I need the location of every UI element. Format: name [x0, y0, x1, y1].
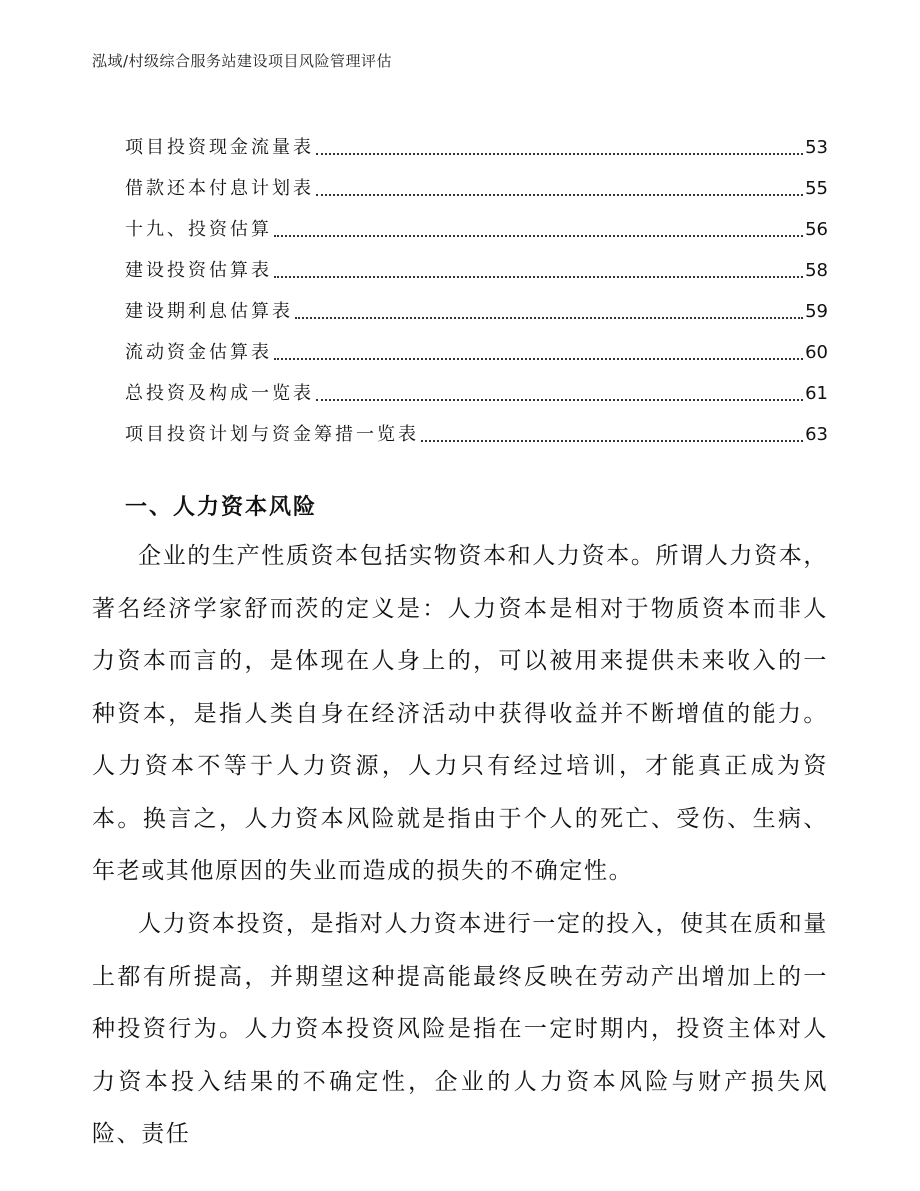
toc-entry-page: 58: [805, 260, 828, 281]
toc-entry-title: 项目投资现金流量表: [125, 137, 314, 158]
toc-entry-page: 63: [805, 424, 828, 445]
toc-leader-dots: [295, 317, 803, 319]
toc-entry[interactable]: [125, 367, 828, 408]
toc-entry-title: 流动资金估算表: [125, 342, 272, 363]
toc-entry[interactable]: [125, 408, 828, 449]
table-of-contents: [125, 121, 828, 449]
toc-entry[interactable]: [125, 285, 828, 326]
toc-leader-dots: [316, 153, 803, 155]
toc-entry-page: 53: [805, 137, 828, 158]
document-header: 泓域/村级综合服务站建设项目风险管理评估: [92, 52, 393, 70]
toc-entry-title: 建设期利息估算表: [125, 301, 293, 322]
toc-entry-page: 60: [805, 342, 828, 363]
toc-entry[interactable]: [125, 244, 828, 285]
toc-leader-dots: [274, 358, 803, 360]
toc-leader-dots: [274, 276, 803, 278]
toc-entry-title: 借款还本付息计划表: [125, 178, 314, 199]
toc-entry-page: 56: [805, 219, 828, 240]
toc-entry-title: 建设投资估算表: [125, 260, 272, 281]
toc-leader-dots: [274, 235, 803, 237]
toc-entry-page: 55: [805, 178, 828, 199]
toc-entry-title: 十九、投资估算: [125, 219, 272, 240]
section-heading: 一、人力资本风险: [125, 495, 318, 520]
toc-entry[interactable]: [125, 121, 828, 162]
toc-entry[interactable]: [125, 326, 828, 367]
toc-entry[interactable]: [125, 162, 828, 203]
body-paragraph: 人力资本投资，是指对人力资本进行一定的投入，使其在质和量上都有所提高，并期望这种提高能最终反映在劳动产出增加上的一种投资行为。人力资本投资风险是指在一定时期内，投资主体对人力资本投入结果的不确定性，企业的人力资本风险与财产损失风险、责任: [92, 911, 828, 1147]
toc-entry-title: 总投资及构成一览表: [125, 383, 314, 404]
toc-entry-page: 61: [805, 383, 828, 404]
toc-leader-dots: [316, 194, 803, 196]
toc-leader-dots: [421, 440, 803, 442]
toc-entry[interactable]: [125, 203, 828, 244]
body-paragraph: 企业的生产性质资本包括实物资本和人力资本。所谓人力资本，著名经济学家舒而茨的定义是：人力资本是相对于物质资本而非人力资本而言的，是体现在人身上的，可以被用来提供未来收入的一种资本，是指人类自身在经济活动中获得收益并不断增值的能力。人力资本不等于人力资源，人力只有经过培训，才能真正成为资本。换言之，人力资本风险就是指由于个人的死亡、受伤、生病、年老或其他原因的失业而造成的损失的不确定性。: [92, 543, 828, 884]
toc-leader-dots: [316, 399, 803, 401]
toc-entry-title: 项目投资计划与资金筹措一览表: [125, 424, 419, 445]
toc-entry-page: 59: [805, 301, 828, 322]
